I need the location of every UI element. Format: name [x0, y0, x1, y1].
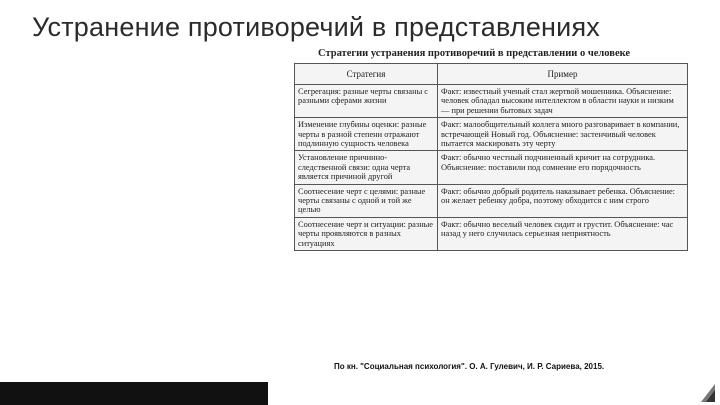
play-corner-icon: [697, 384, 715, 402]
strategy-cell: Соотнесение черт и ситуации: разные черты проявляются в разных ситуациях: [295, 217, 438, 250]
table-row: [295, 151, 688, 184]
strategy-cell: Соотнесение черт с целями: разные черты связаны с одной и той же целью: [295, 184, 438, 217]
table-caption: Стратегии устранения противоречий в представлении о человеке: [318, 48, 631, 59]
column-header-example: Пример: [438, 64, 688, 85]
slide-title: Устранение противоречий в представлениях: [32, 12, 600, 42]
example-cell: Факт: обычно добрый родитель наказывает ребенка. Объяснение: он желает ребенку добра, поэтому обходится с ним строго: [438, 184, 688, 217]
footer-bar: [0, 382, 268, 405]
example-cell: Факт: обычно честный подчиненный кричит на сотрудника. Объяснение: поставили под сомнение его порядочность: [438, 151, 688, 184]
source-note: По кн. "Социальная психология". О. А. Гулевич, И. Р. Сариева, 2015.: [334, 362, 605, 371]
column-header-strategy: Стратегия: [295, 64, 438, 85]
strategy-table: [294, 63, 688, 251]
table-header-row: [295, 64, 688, 85]
table-row: [295, 85, 688, 118]
strategy-cell: Установление причинно-следственной связи: одна черта является причиной другой: [295, 151, 438, 184]
strategy-cell: Изменение глубины оценки: разные черты в разной степени отражают подлинную сущность человека: [295, 118, 438, 151]
example-cell: Факт: известный ученый стал жертвой мошенника. Объяснение: человек обладал высоким интеллектом в области науки и низким — при решении бытовых задач: [438, 85, 688, 118]
strategy-cell: Сегрегация: разные черты связаны с разными сферами жизни: [295, 85, 438, 118]
table-row: [295, 118, 688, 151]
example-cell: Факт: обычно веселый человек сидит и грустит. Объяснение: час назад у него случилась серьезная неприятность: [438, 217, 688, 250]
table-row: [295, 184, 688, 217]
table-row: [295, 217, 688, 250]
example-cell: Факт: малообщительный коллега много разговаривает в компании, встречающей Новый год. Объяснение: застенчивый человек пытается маскировать эту черту: [438, 118, 688, 151]
